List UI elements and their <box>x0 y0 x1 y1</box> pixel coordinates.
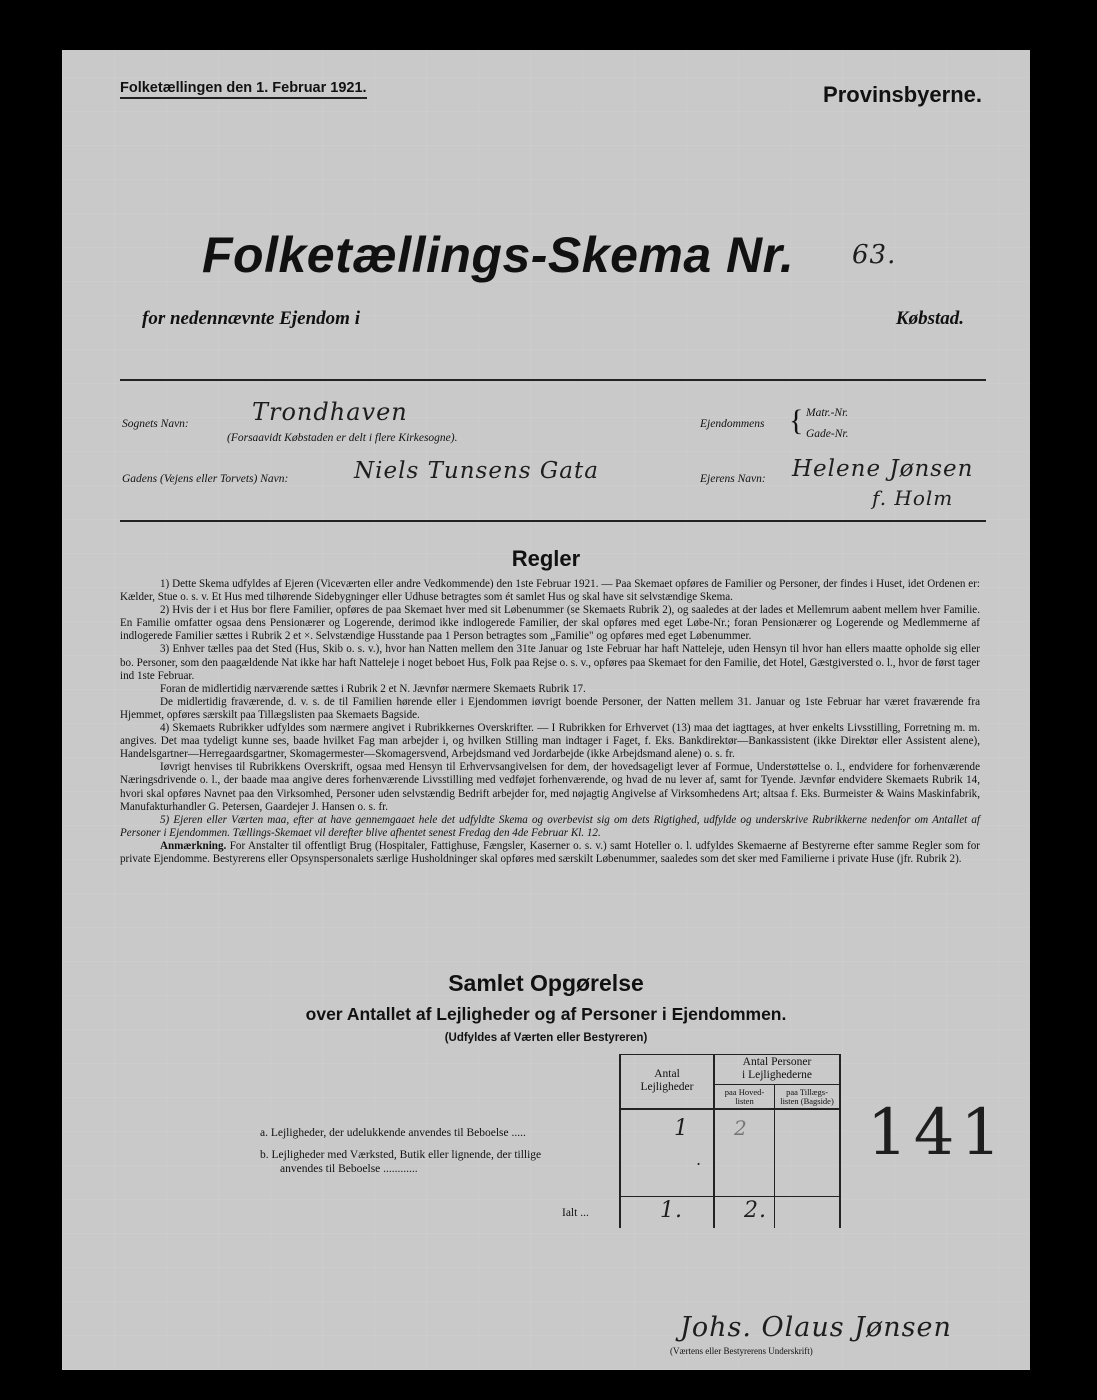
census-form-page <box>62 50 1030 1370</box>
header-tillaegslisten <box>775 1088 839 1106</box>
margin-number: 141 <box>867 1096 1008 1170</box>
rules-title: Regler <box>511 546 581 571</box>
row-b-lejligheder: . <box>696 1150 703 1169</box>
rule-2: 2) Hvis der i et Hus bor flere Familier, opføres de paa Skemaet hver med sit Løbenummer (se Skemaets Rubrik 2), og saaledes at der lades et Mellemrum aabent mellem hver Familie. En Familie omfatter ogsaa dens Pensionærer og Logerende, derimod ikke indlogerede Familier, der skal opføres med eget Løbe-Nr.; foran Pensionærer og Logerende og Medlemmerne af indlogerede Familier sættes i Rubrik 2 et ×. Selvstændige Husstande paa 1 Person betragtes som „Familie" og opføres med eget Løbenummer. <box>120 604 980 643</box>
ialt-lejligheder: 1. <box>660 1198 683 1223</box>
form-number: 63. <box>852 240 897 270</box>
rule-5: 5) Ejeren eller Værten maa, efter at have gennemgaaet hele det udfyldte Skema og overbevist sig om dets Rigtighed, udfylde og underskrive Rubrikkerne nedenfor om Antallet af Personer i Ejendommen. Tællings-Skemaet vil derefter blive afhentet senest Fredag den 4de Februar Kl. 12. <box>120 813 980 839</box>
signature-caption: (Værtens eller Bestyrerens Underskrift) <box>670 1346 813 1356</box>
table-line <box>619 1196 841 1197</box>
rule-3c: De midlertidig fraværende, d. v. s. de til Familien hørende eller i Ejendommen iøvrigt boende Personer, der Natten mellem 31. Januar og 1ste Februar har været fraværende fra Hjemmet, opføres særskilt paa Tillægslisten paa Skemaets Bagside. <box>120 695 980 721</box>
rule-3: 3) Enhver tælles paa det Sted (Hus, Skib o. s. v.), hvor han Natten mellem den 31te Januar og 1ste Februar har haft Natteleje, uden Hensyn til hvor han ellers maatte opholde sig eller bo. Personer, som den paagældende Nat ikke har haft Natteleje i noget beboet Hus, Folk paa Rejse o. s. v., opføres paa Skemaet for den Familie, det Hotel, Gæstgiversted o. l., hvor de først tager ind 1ste Februar. <box>120 643 980 682</box>
ejendom-brace: { <box>789 404 804 437</box>
ejendom-label: Ejendommens <box>700 418 765 430</box>
note-label: Anmærkning. <box>160 839 227 852</box>
gade-label: Gadens (Vejens eller Torvets) Navn: <box>122 473 289 485</box>
header-tillaeg-line2: listen (Bagside) <box>780 1096 834 1106</box>
rule-4: 4) Skemaets Rubrikker udfyldes som nærmere angivet i Rubrikkernes Overskrifter. — I Rubrikken for Erhvervet (13) maa det iagttages, at hver enkelts Livsstilling, Forretning m. m. angives. Det maa tydeligt kunne ses, baade hvilket Fag man arbejder i, og hvilken Stilling man indtager i Faget, f. Eks. Bankdirektør—Bankassistent (ikke Direktør eller Assistent alene), Handelsgartner—Herregaardsgartner, Skomagermester—Skomagersvend, Arbejdsmand ved Jordarbejde (ikke Arbejdsmand alene) o. s. fr. <box>120 722 980 761</box>
form-subtitle: for nedennævnte Ejendom i <box>142 308 360 329</box>
divider-bottom <box>120 520 986 522</box>
sogn-label: Sognets Navn: <box>122 418 189 430</box>
rules-text <box>120 578 980 866</box>
gade-value: Niels Tunsens Gata <box>354 458 599 484</box>
ejer-value: Helene Jønsen <box>792 456 974 482</box>
signature: Johs. Olaus Jønsen <box>680 1312 952 1343</box>
header-tillaeg-line1: paa Tillægs- <box>786 1087 828 1097</box>
region-heading: Provinsbyerne. <box>823 82 982 107</box>
matr-label: Matr.-Nr. <box>806 407 849 419</box>
header-antal-line2: Lejligheder <box>640 1081 694 1093</box>
form-title: Folketællings-Skema Nr. <box>202 227 795 283</box>
rule-1: 1) Dette Skema udfyldes af Ejeren (Viceværten eller andre Vedkommende) den 1ste Februar 1921. — Paa Skemaet opføres de Familier og Personer, der findes i Huset, idet Ordenen er: Kælder, Stue o. s. v. Et Hus med tilhørende Sidebygninger eller Udhuse betragtes som ét samlet Hus og skal have sit selvstændige Skema. <box>120 578 980 604</box>
header-hoved-line2: listen <box>735 1096 754 1106</box>
header-hovedlisten <box>715 1088 774 1106</box>
row-a-hovedlisten: 2 <box>734 1116 748 1140</box>
table-line <box>839 1054 841 1228</box>
census-date-heading: Folketællingen den 1. Februar 1921. <box>120 80 367 99</box>
table-line <box>619 1054 841 1055</box>
sogn-value: Trondhaven <box>252 398 408 426</box>
table-line <box>713 1084 841 1085</box>
rule-4b: Iøvrigt henvises til Rubrikkens Overskrift, ogsaa med Hensyn til Erhvervsangivelsen for dem, der hovedsageligt lever af Formue, Understøttelse o. l., endvidere for forhenværende Næringsdrivende o. l., der baade maa angive deres forhenværende Livsstilling med vedføjet forhenværende, og hvad de nu lever af, samt for Tyende. Jævnfør endvidere Skemaets Rubrik 14, hvori skal opføres Navnet paa den Virksomhed, Personer uden selvstændig Bedrift arbejder for, med nøjagtig Angivelse af Virksomhedens Art; altsaa f. Eks. Burmeister & Wains Maskinfabrik, Manufakturhandler G. Petersen, Gaardejer J. Hansen o. s. fr. <box>120 761 980 813</box>
divider-top <box>120 379 986 381</box>
sogn-note: (Forsaavidt Købstaden er delt i flere Kirkesogne). <box>227 432 458 444</box>
row-a-label: a. Lejligheder, der udelukkende anvendes til Beboelse ..... <box>260 1127 526 1139</box>
header-personer-line2: i Lejlighederne <box>742 1069 812 1081</box>
header-antal-personer <box>715 1056 839 1082</box>
rule-note <box>120 840 980 866</box>
header-hoved-line1: paa Hoved- <box>724 1087 765 1097</box>
ialt-hovedlisten: 2. <box>744 1198 767 1223</box>
header-antal-lejligheder <box>621 1068 713 1094</box>
row-b-label: b. Lejligheder med Værksted, Butik eller lignende, der tillige <box>260 1149 542 1161</box>
summary-note: (Udfyldes af Værten eller Bestyreren) <box>444 1032 648 1044</box>
header-antal-line1: Antal <box>654 1068 680 1080</box>
header-personer-line1: Antal Personer <box>742 1056 812 1068</box>
summary-subtitle: over Antallet af Lejligheder og af Personer i Ejendommen. <box>305 1004 787 1024</box>
row-ialt-label: Ialt ... <box>562 1207 589 1219</box>
table-line <box>619 1108 841 1110</box>
kobstad-label: Købstad. <box>895 308 964 329</box>
ejer-value-maiden: f. Holm <box>872 486 954 510</box>
row-a-lejligheder: 1 <box>674 1116 689 1141</box>
rule-3b: Foran de midlertidig nærværende sættes i Rubrik 2 et N. Jævnfør nærmere Skemaets Rubrik 17. <box>160 682 586 695</box>
ejer-label: Ejerens Navn: <box>700 473 766 485</box>
summary-title: Samlet Opgørelse <box>448 970 644 996</box>
row-b-label-cont: anvendes til Beboelse ............ <box>280 1163 418 1175</box>
gade-nr-label: Gade-Nr. <box>806 428 849 440</box>
note-text: For Anstalter til offentligt Brug (Hospitaler, Fattighuse, Fængsler, Kaserner o. s. v.) samt Hoteller o. l. udfyldes Skemaerne af Bestyrerne efter samme Regler som for private Ejendomme. Bestyrerens eller Opsynspersonalets særlige Husholdninger skal opføres med særskilt Løbenummer, saaledes som det sker med Familierne i private Huse (jfr. Rubrik 2). <box>120 839 980 865</box>
